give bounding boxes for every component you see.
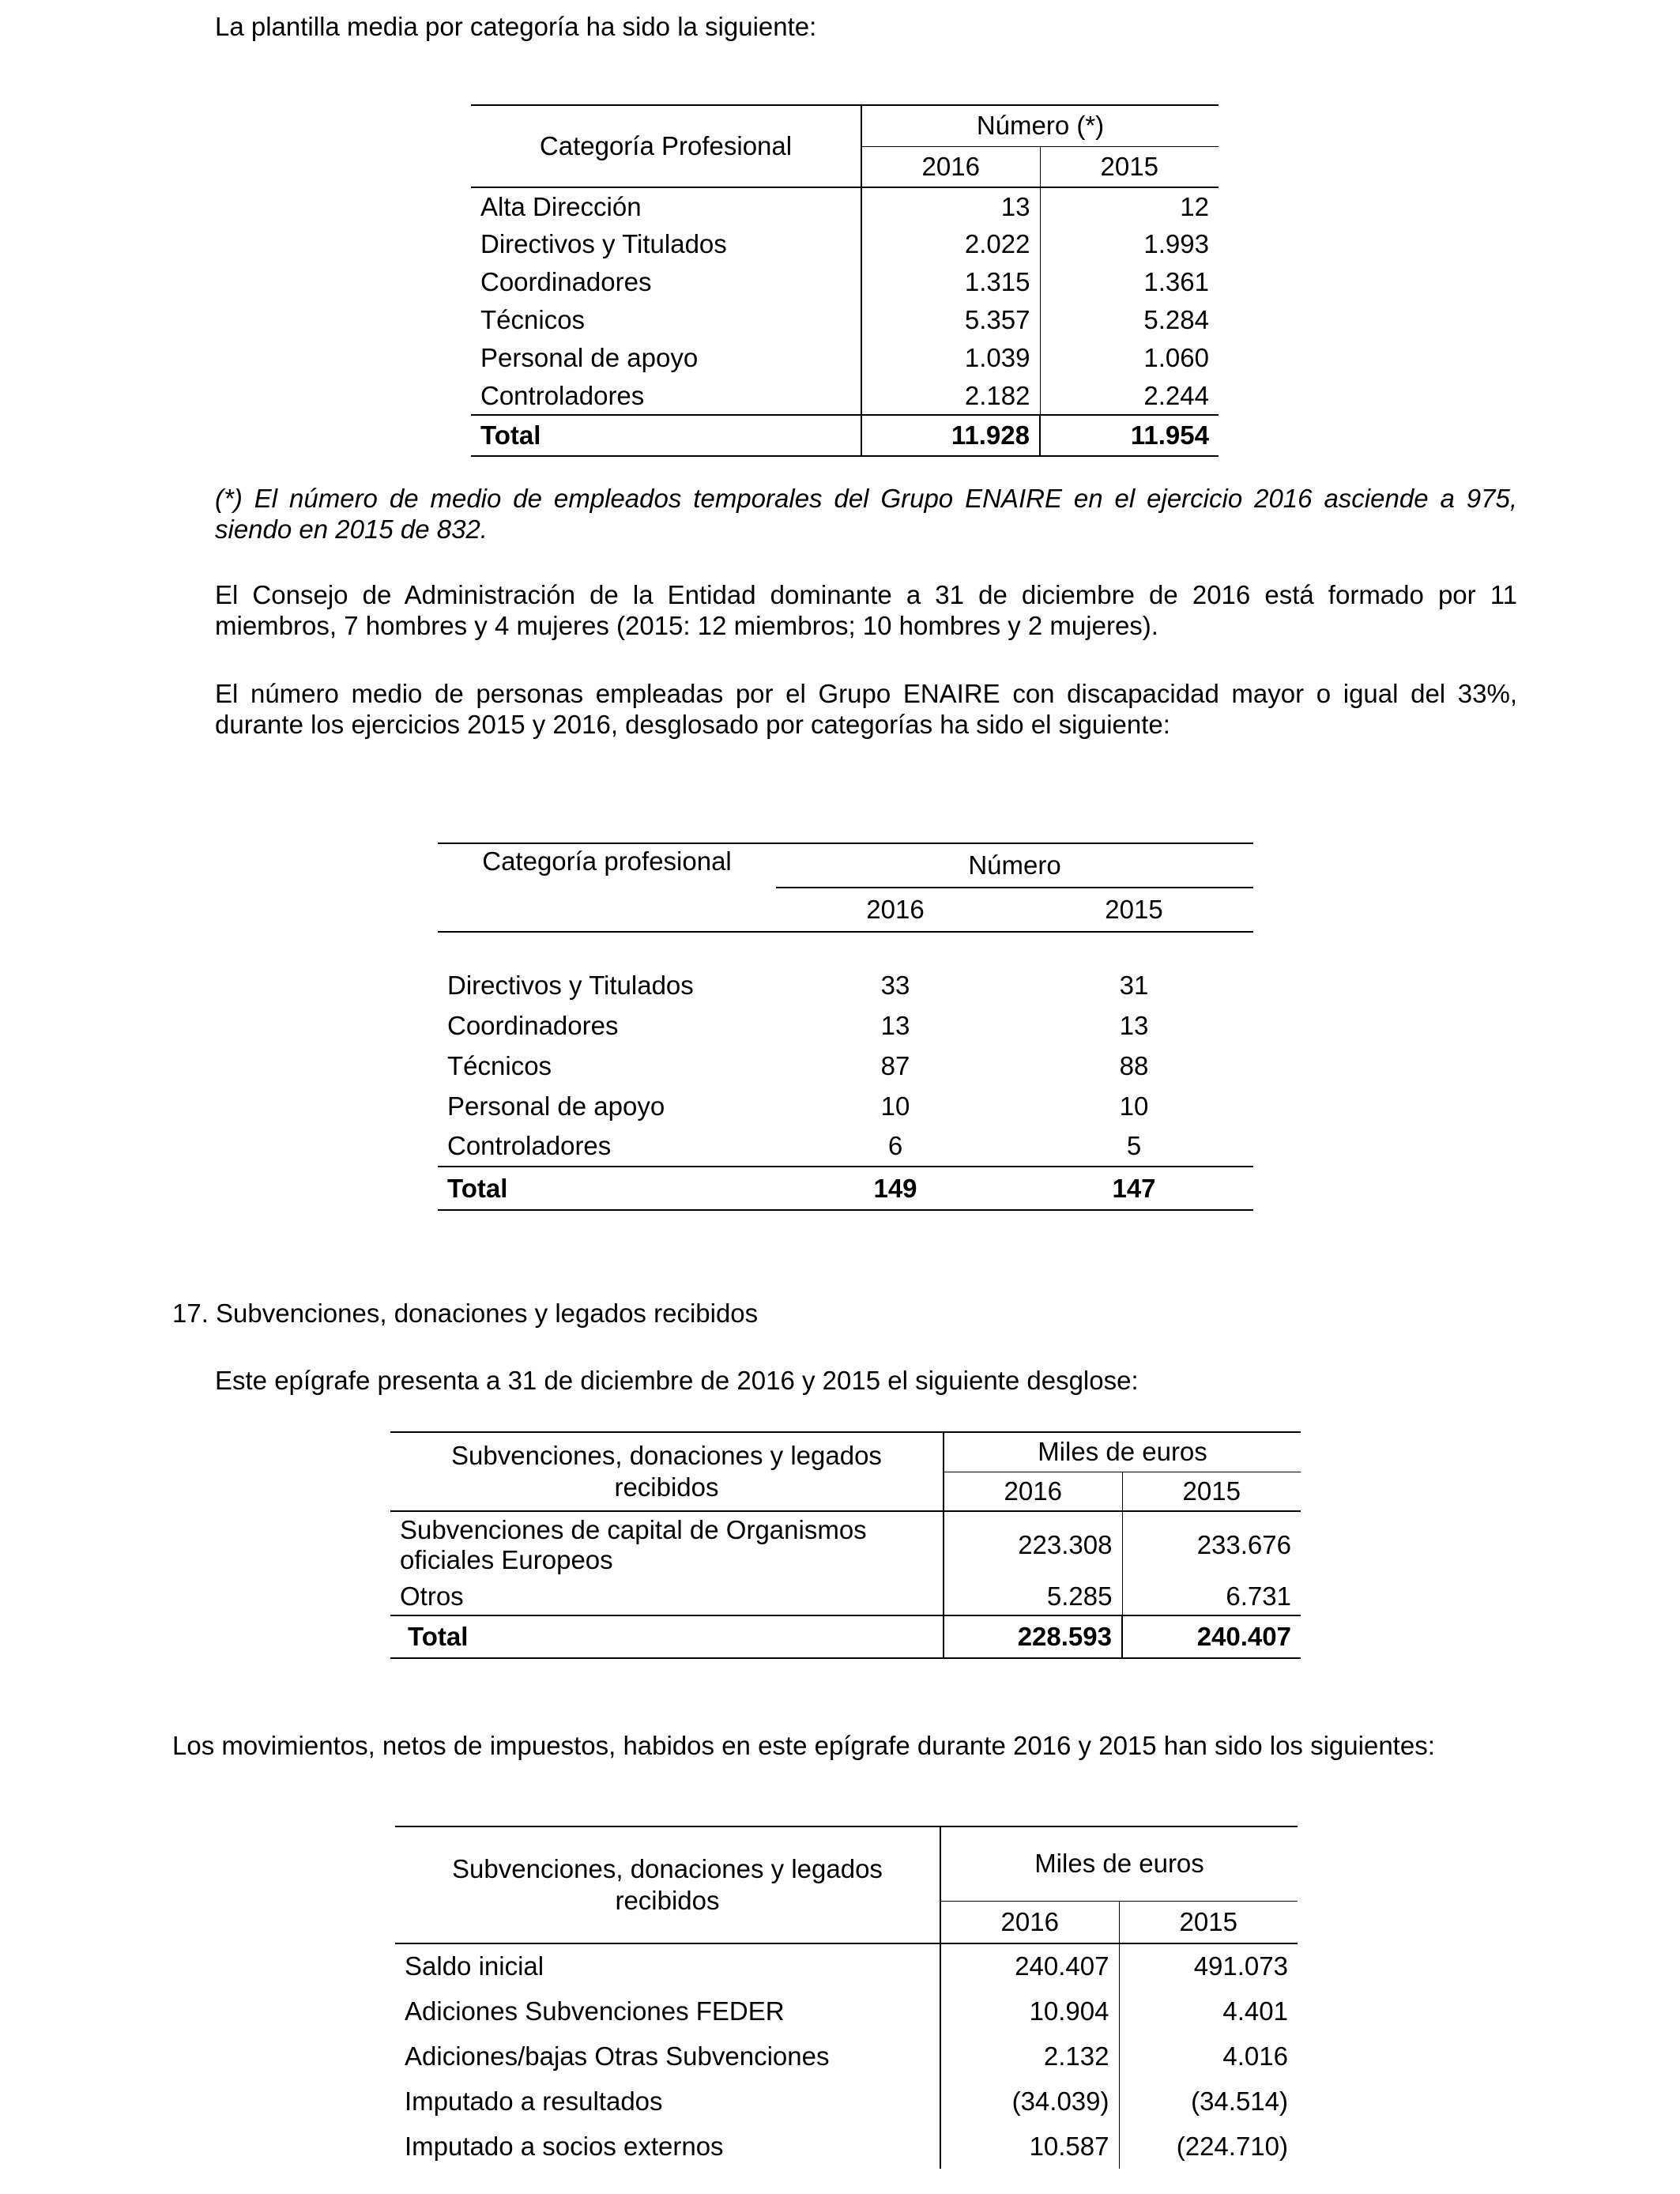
cell-value: 88 (1119, 1050, 1149, 1080)
total-label: Total (480, 420, 541, 450)
row-label: Técnicos (447, 1050, 552, 1080)
total-value: 149 (873, 1173, 917, 1203)
header-spacer (438, 888, 776, 932)
disability-staff-table (438, 843, 1253, 1211)
category-header: Categoría profesional (482, 846, 732, 876)
cell-value: 240.407 (940, 1943, 1119, 1989)
year-header: 2016 (940, 1901, 1119, 1943)
cell-value: 1.993 (1040, 225, 1219, 263)
cell-value: 10 (1119, 1091, 1149, 1121)
cell-value: 1.315 (861, 263, 1040, 301)
row-label: Adiciones/bajas Otras Subvenciones (405, 2041, 830, 2071)
cell-value: 5.357 (861, 301, 1040, 339)
cell-value: 491.073 (1119, 1943, 1298, 1989)
cell-value: 2.244 (1040, 377, 1219, 415)
footnote: (*) El número de medio de empleados temporales del Grupo ENAIRE en el ejercicio 2016 asciende a 975, siendo en 2015 de 832. (215, 484, 1517, 544)
movimientos-paragraph: Los movimientos, netos de impuestos, habidos en este epígrafe durante 2016 y 2015 han sido los siguientes: (172, 1731, 1435, 1760)
cell-value: 10.904 (940, 1989, 1119, 2034)
row-label: Imputado a resultados (405, 2086, 663, 2116)
total-value: 240.407 (1122, 1615, 1301, 1658)
spacer-row (438, 932, 1253, 965)
cell-value: 5 (1126, 1131, 1142, 1160)
discapacidad-paragraph: El número medio de personas empleadas por el Grupo ENAIRE con discapacidad mayor o igual del 33%, durante los ejercicios 2015 y 2016, desglosado por categorías ha sido el siguiente: (215, 679, 1517, 739)
section-text: Este epígrafe presenta a 31 de diciembre de 2016 y 2015 el siguiente desglose: (215, 1366, 1139, 1395)
year-header: 2015 (1119, 1901, 1298, 1943)
row-label: Subvenciones de capital de Organismos oficiales Europeos (400, 1514, 867, 1574)
total-label: Total (447, 1173, 508, 1203)
row-label: Alta Dirección (480, 191, 642, 221)
row-label: Otros (400, 1581, 464, 1611)
consejo-paragraph: El Consejo de Administración de la Entidad dominante a 31 de diciembre de 2016 está formado por 11 miembros, 7 hombres y 4 mujeres (2015: 12 miembros; 10 hombres y 2 mujeres). (215, 580, 1517, 640)
year-header: 2016 (944, 1472, 1122, 1511)
row-label: Saldo inicial (405, 1951, 544, 1981)
number-header: Número (776, 843, 1253, 888)
cell-value: (34.514) (1119, 2079, 1298, 2124)
category-header: Categoría Profesional (471, 105, 861, 187)
row-label: Imputado a socios externos (405, 2131, 724, 2161)
row-label: Técnicos (480, 305, 586, 334)
row-label: Directivos y Titulados (447, 970, 694, 1000)
year-header: 2015 (1105, 895, 1163, 924)
number-header: Número (*) (861, 105, 1219, 146)
row-label: Coordinadores (480, 267, 652, 296)
row-label: Controladores (480, 380, 645, 410)
row-label: Coordinadores (447, 1010, 619, 1040)
units-header: Miles de euros (944, 1432, 1301, 1472)
row-label: Directivos y Titulados (480, 229, 727, 258)
row-label: Personal de apoyo (447, 1091, 665, 1121)
year-header: 2015 (1122, 1472, 1301, 1511)
cell-value: 1.361 (1040, 263, 1219, 301)
cell-value: 13 (1119, 1010, 1149, 1040)
cell-value: 233.676 (1122, 1511, 1301, 1578)
total-value: 11.954 (1040, 415, 1219, 456)
cell-value: (224.710) (1119, 2124, 1298, 2169)
total-value: 228.593 (944, 1615, 1122, 1658)
section-heading: 17. Subvenciones, donaciones y legados recibidos (172, 1299, 759, 1328)
row-label: Adiciones Subvenciones FEDER (405, 1996, 785, 2026)
units-header: Miles de euros (940, 1826, 1298, 1901)
total-value: 147 (1112, 1173, 1156, 1203)
cell-value: (34.039) (940, 2079, 1119, 2124)
cell-value: 33 (880, 970, 910, 1000)
grants-header: Subvenciones, donaciones y legados recibidos (395, 1826, 940, 1943)
year-header: 2016 (861, 146, 1040, 187)
cell-value: 10.587 (940, 2124, 1119, 2169)
cell-value: 87 (880, 1050, 910, 1080)
cell-value: 223.308 (944, 1511, 1122, 1578)
grants-header: Subvenciones, donaciones y legados recibidos (390, 1432, 944, 1511)
cell-value: 10 (880, 1091, 910, 1121)
grants-movements-table (395, 1826, 1298, 2169)
cell-value: 31 (1119, 970, 1149, 1000)
total-label: Total (408, 1622, 469, 1651)
year-header: 2015 (1040, 146, 1219, 187)
cell-value: 5.284 (1040, 301, 1219, 339)
total-value: 11.928 (861, 415, 1040, 456)
cell-value: 12 (1040, 187, 1219, 225)
row-label: Personal de apoyo (480, 343, 699, 372)
cell-value: 1.039 (861, 339, 1040, 377)
cell-value: 6 (887, 1131, 903, 1160)
cell-value: 2.182 (861, 377, 1040, 415)
year-header: 2016 (866, 895, 925, 924)
cell-value: 4.016 (1119, 2034, 1298, 2079)
cell-value: 4.401 (1119, 1989, 1298, 2034)
cell-value: 5.285 (944, 1578, 1122, 1615)
grants-breakdown-table (390, 1431, 1301, 1659)
cell-value: 13 (880, 1010, 910, 1040)
cell-value: 6.731 (1122, 1578, 1301, 1615)
cell-value: 2.022 (861, 225, 1040, 263)
intro-text: La plantilla media por categoría ha sido la siguiente: (215, 12, 817, 41)
cell-value: 1.060 (1040, 339, 1219, 377)
row-label: Controladores (447, 1131, 612, 1160)
staff-by-category-table (471, 104, 1219, 457)
cell-value: 2.132 (940, 2034, 1119, 2079)
cell-value: 13 (861, 187, 1040, 225)
